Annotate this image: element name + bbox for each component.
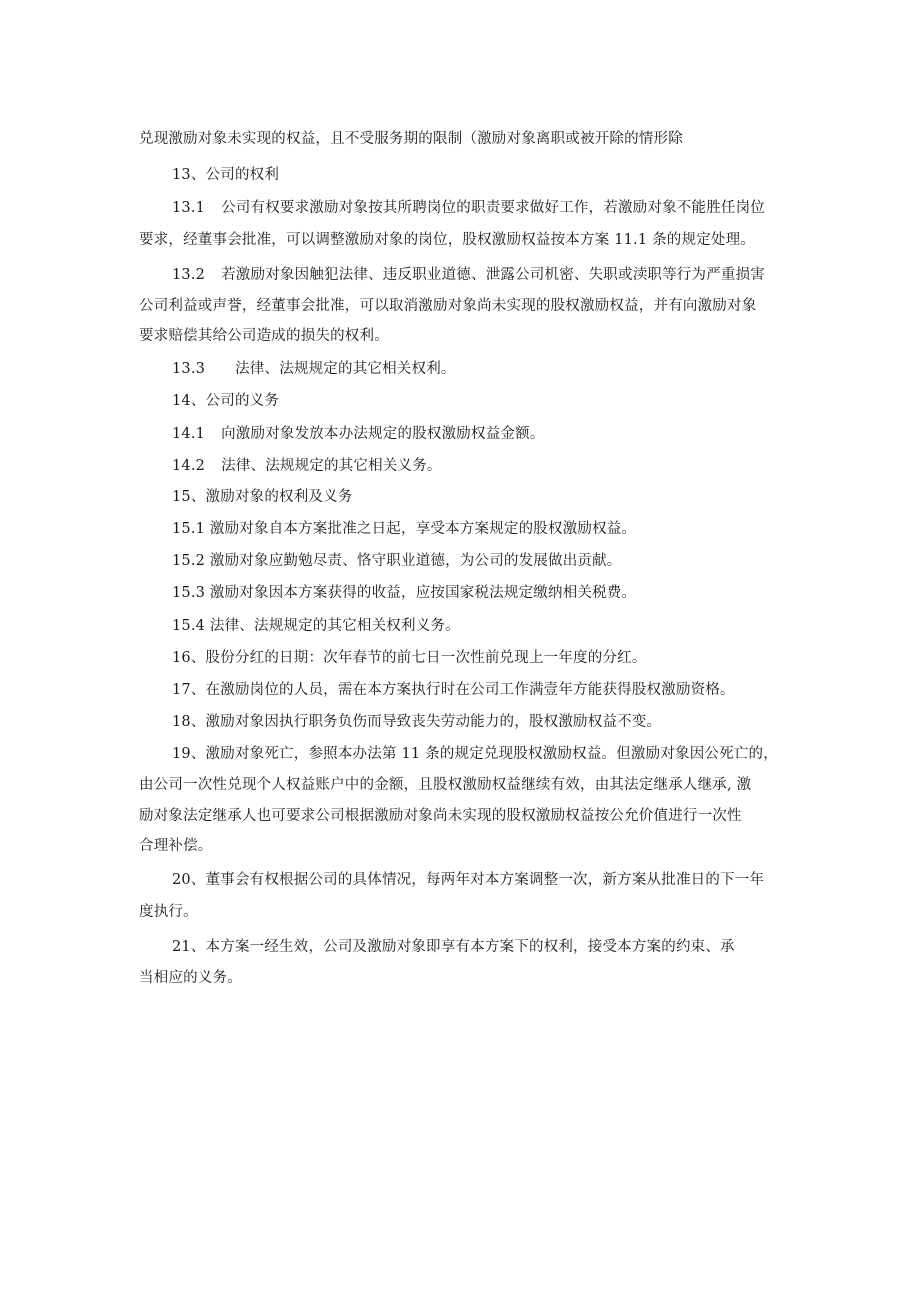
clause-15-2: 15.2 激励对象应勤勉尽责、恪守职业道德，为公司的发展做出贡献。: [172, 553, 622, 569]
clause-text: 向激励对象发放本办法规定的股权激励权益金额。: [221, 426, 545, 442]
section-heading-14: 14、公司的义务: [172, 393, 280, 409]
section-heading-15: 15、激励对象的权利及义务: [172, 489, 353, 505]
section-18: 18、激励对象因执行职务负伤而导致丧失劳动能力的，股权激励权益不变。: [172, 714, 662, 730]
clause-text: 若激励对象因触犯法律、违反职业道德、泄露公司机密、失职或渎职等行为严重损害: [221, 267, 765, 283]
clause-13-3: [172, 359, 456, 379]
clause-number: 13.1: [172, 200, 206, 216]
section-16: 16、股份分红的日期：次年春节的前七日一次性前兑现上一年度的分红。: [172, 650, 647, 666]
paragraph-line: 合理补偿。: [139, 838, 213, 854]
paragraph-line: 要求赔偿其给公司造成的损失的权利。: [139, 328, 389, 344]
clause-14-2: [172, 456, 442, 476]
clause-15-1: 15.1 激励对象自本方案批准之日起，享受本方案规定的股权激励权益。: [172, 521, 637, 537]
section-heading-13: 13、公司的权利: [172, 167, 280, 183]
clause-number: 14.1: [172, 426, 206, 442]
clause-text: 公司有权要求激励对象按其所聘岗位的职责要求做好工作，若激励对象不能胜任岗位: [221, 200, 765, 216]
clause-14-1: [172, 424, 545, 444]
section-20: 20、董事会有权根据公司的具体情况，每两年对本方案调整一次，新方案从批准日的下一年: [172, 872, 765, 888]
clause-text: 法律、法规规定的其它相关权利。: [235, 361, 456, 377]
clause-number: 13.2: [172, 267, 206, 283]
clause-number: 14.2: [172, 458, 206, 474]
paragraph-line: 兑现激励对象未实现的权益，且不受服务期的限制（激励对象离职或被开除的情形除: [139, 131, 683, 147]
clause-13-2: [172, 265, 765, 285]
paragraph-line: 公司利益或声誉，经董事会批准，可以取消激励对象尚未实现的股权激励权益，并有向激励对象: [139, 298, 757, 314]
paragraph-line: 由公司一次性兑现个人权益账户中的金额，且股权激励权益继续有效，由其法定继承人继承, 激: [139, 777, 752, 793]
paragraph-line: 度执行。: [139, 904, 198, 920]
clause-13-1: [172, 198, 765, 218]
paragraph-line: 要求，经董事会批准，可以调整激励对象的岗位，股权激励权益按本方案 11.1 条的规定处理。: [139, 232, 755, 248]
section-17: 17、在激励岗位的人员，需在本方案执行时在公司工作满壹年方能获得股权激励资格。: [172, 682, 735, 698]
clause-15-3: 15.3 激励对象因本方案获得的收益，应按国家税法规定缴纳相关税费。: [172, 585, 637, 601]
section-19: 19、激励对象死亡，参照本办法第 11 条的规定兑现股权激励权益。但激励对象因公死亡的，: [172, 746, 778, 762]
paragraph-line: 当相应的义务。: [139, 970, 242, 986]
clause-15-4: 15.4 法律、法规规定的其它相关权利义务。: [172, 618, 460, 634]
clause-text: 法律、法规规定的其它相关义务。: [221, 458, 442, 474]
paragraph-line: 励对象法定继承人也可要求公司根据激励对象尚未实现的股权激励权益按公允价值进行一次性: [139, 808, 742, 824]
clause-number: 13.3: [172, 361, 206, 377]
section-21: 21、本方案一经生效，公司及激励对象即享有本方案下的权利，接受本方案的约束、承: [172, 939, 735, 955]
